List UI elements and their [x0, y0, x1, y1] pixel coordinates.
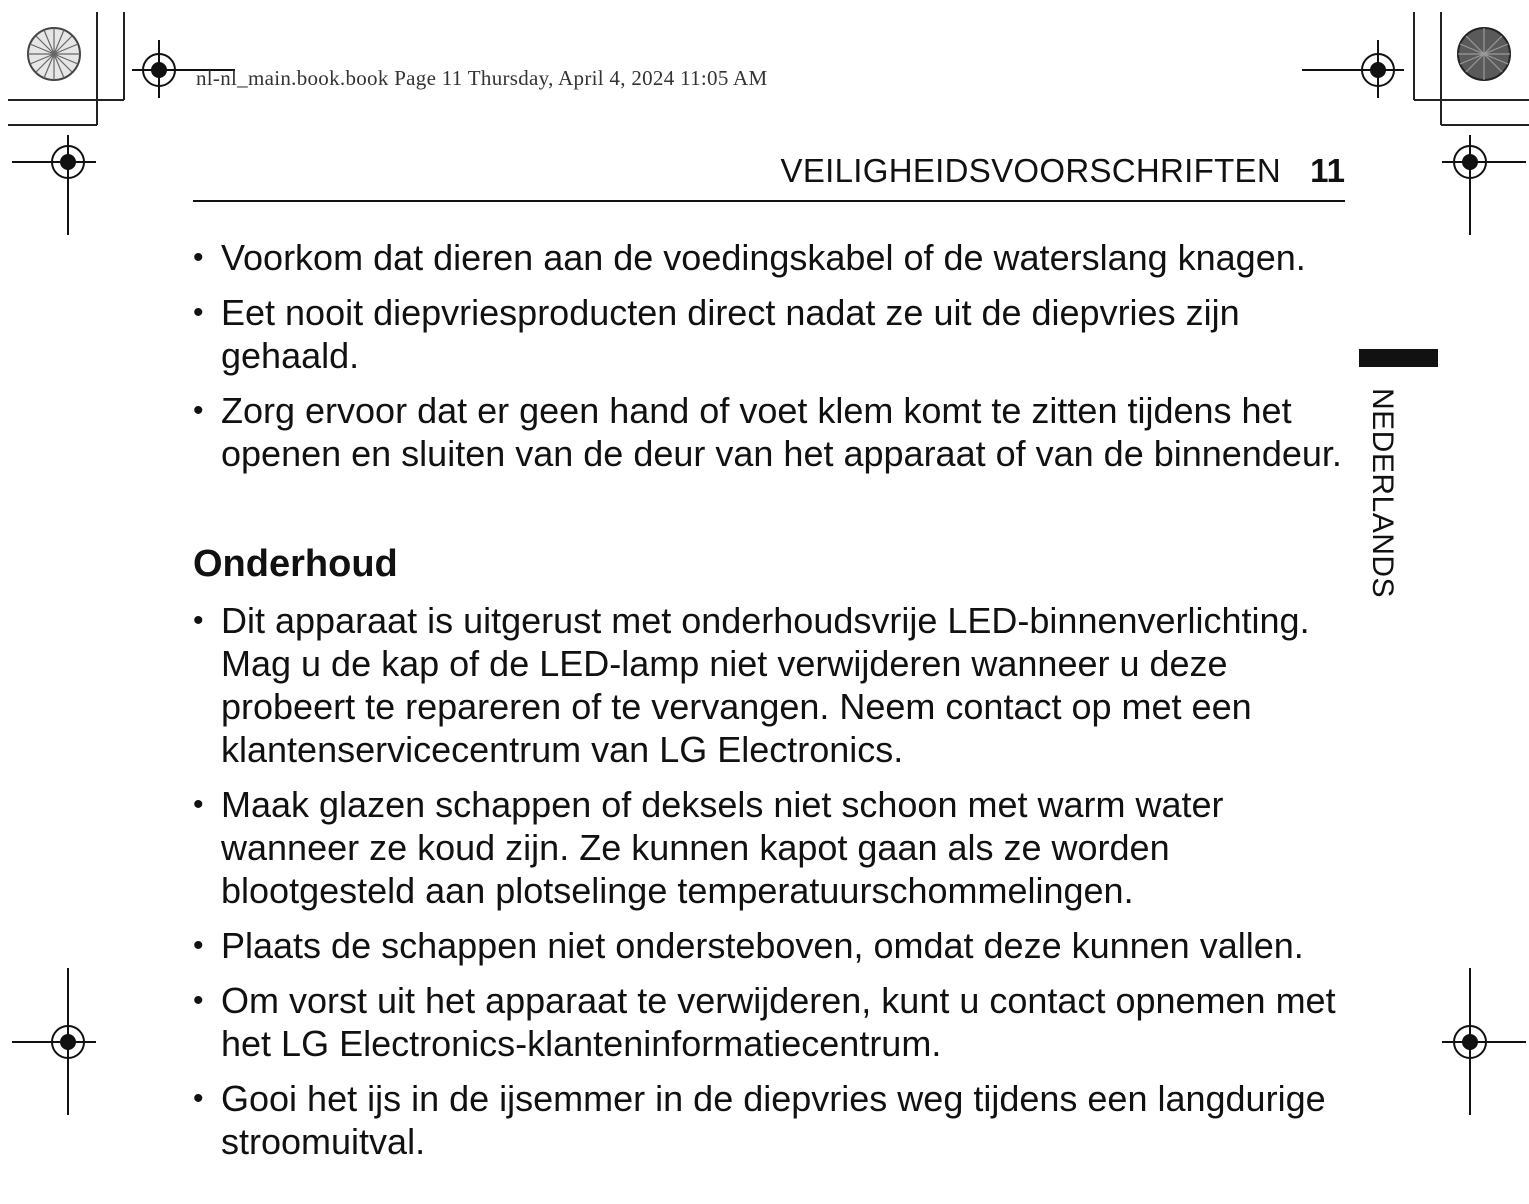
print-slug: nl-nl_main.book.book Page 11 Thursday, April 4, 2024 11:05 AM [196, 66, 768, 90]
registration-mark-icon [12, 968, 96, 1115]
star-target-icon [1458, 28, 1510, 80]
language-tab-label: NEDERLANDS [1366, 388, 1399, 599]
running-header [193, 150, 1345, 202]
list-item: • Zorg ervoor dat er geen hand of voet klem komt te zitten tijdens het openen en sluiten van de deur van het apparaat of van de binnendeur. [193, 389, 1353, 475]
registration-mark-icon [12, 135, 96, 235]
language-tab-marker [1359, 349, 1438, 367]
registration-mark-icon [1442, 135, 1526, 235]
page-number: 11 [1310, 152, 1345, 189]
maintenance-list [193, 599, 1353, 1163]
list-item: • Gooi het ijs in de ijsemmer in de diepvries weg tijdens een langdurige stroomuitval. [193, 1077, 1353, 1163]
list-item: • Maak glazen schappen of deksels niet schoon met warm water wanneer ze koud zijn. Ze kunnen kapot gaan als ze worden blootgesteld aan plotselinge temperatuurschommelingen. [193, 783, 1353, 912]
star-target-icon [28, 28, 80, 80]
list-item: • Voorkom dat dieren aan de voedingskabel of de waterslang knagen. [193, 236, 1353, 279]
registration-mark-icon [1442, 968, 1526, 1115]
list-item: • Om vorst uit het apparaat te verwijderen, kunt u contact opnemen met het LG Electronics-klanteninformatiecentrum. [193, 979, 1353, 1065]
page-content [193, 236, 1353, 1175]
list-item: • Dit apparaat is uitgerust met onderhoudsvrije LED-binnenverlichting. Mag u de kap of de LED-lamp niet verwijderen wanneer u deze probeert te repareren of te vervangen. Neem contact op met een klantenservicecentrum van LG Electronics. [193, 599, 1353, 771]
list-item: • Eet nooit diepvriesproducten direct nadat ze uit de diepvries zijn gehaald. [193, 291, 1353, 377]
registration-mark-icon [1302, 40, 1404, 98]
intro-list [193, 236, 1353, 475]
list-item: • Plaats de schappen niet ondersteboven, omdat deze kunnen vallen. [193, 924, 1353, 967]
section-heading: Onderhoud [193, 543, 398, 585]
header-title: VEILIGHEIDSVOORSCHRIFTEN [780, 152, 1281, 189]
